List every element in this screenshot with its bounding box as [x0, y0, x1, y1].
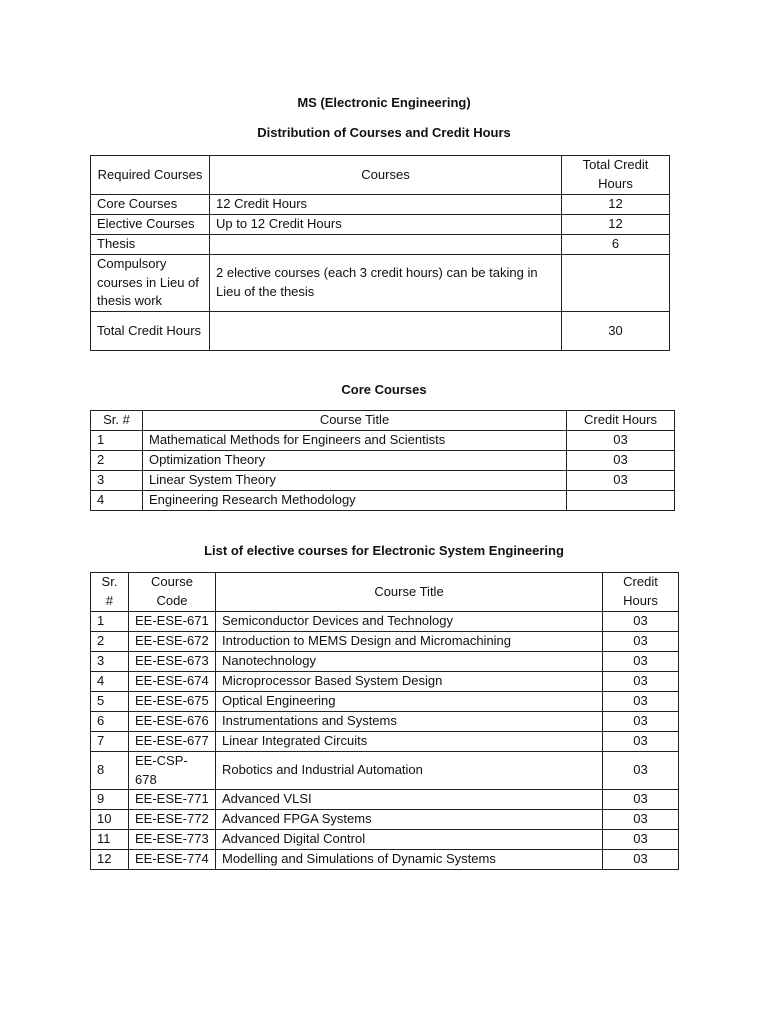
- course-code-cell: EE-ESE-675: [129, 692, 216, 712]
- course-title-cell: Nanotechnology: [216, 652, 603, 672]
- course-code-cell: EE-ESE-771: [129, 790, 216, 810]
- required-cell: Core Courses: [91, 195, 210, 215]
- credit-hours-cell: 03: [603, 612, 679, 632]
- header-course-title: Course Title: [216, 573, 603, 612]
- credit-hours-cell: 03: [603, 672, 679, 692]
- sr-cell: 4: [91, 672, 129, 692]
- program-title: MS (Electronic Engineering): [297, 95, 471, 110]
- table-row: [91, 672, 679, 692]
- header-credit-hours: Credit Hours: [603, 573, 679, 612]
- table-row: [91, 471, 675, 491]
- course-title-cell: Linear System Theory: [143, 471, 567, 491]
- course-code-cell: EE-ESE-676: [129, 712, 216, 732]
- course-title-cell: Linear Integrated Circuits: [216, 732, 603, 752]
- course-title-cell: Engineering Research Methodology: [143, 491, 567, 511]
- table-row: [91, 850, 679, 870]
- sr-cell: 8: [91, 752, 129, 790]
- total-cell: 12: [562, 195, 670, 215]
- table-row: [91, 752, 679, 790]
- table-row: [91, 692, 679, 712]
- credit-hours-cell: 03: [603, 692, 679, 712]
- header-sr: Sr. #: [91, 411, 143, 431]
- header-courses: Courses: [210, 156, 562, 195]
- core-header-row: [91, 411, 675, 431]
- courses-cell: 12 Credit Hours: [210, 195, 562, 215]
- header-credit-hours: Credit Hours: [567, 411, 675, 431]
- sr-cell: 9: [91, 790, 129, 810]
- credit-hours-cell: 03: [603, 712, 679, 732]
- table-row: [91, 810, 679, 830]
- course-title-cell: Advanced VLSI: [216, 790, 603, 810]
- required-cell: Total Credit Hours: [91, 312, 210, 351]
- course-title-cell: Advanced FPGA Systems: [216, 810, 603, 830]
- distribution-row: [91, 312, 670, 351]
- credit-hours-cell: [567, 491, 675, 511]
- course-code-cell: EE-ESE-673: [129, 652, 216, 672]
- courses-cell: [210, 235, 562, 255]
- header-sr: Sr. #: [91, 573, 129, 612]
- course-code-cell: EE-ESE-677: [129, 732, 216, 752]
- course-title-cell: Optical Engineering: [216, 692, 603, 712]
- required-cell: Compulsory courses in Lieu of thesis work: [91, 255, 210, 312]
- elective-courses-table: [90, 572, 679, 870]
- required-cell: Elective Courses: [91, 215, 210, 235]
- sr-cell: 3: [91, 652, 129, 672]
- course-title-cell: Robotics and Industrial Automation: [216, 752, 603, 790]
- total-cell: 12: [562, 215, 670, 235]
- sr-cell: 4: [91, 491, 143, 511]
- sr-cell: 5: [91, 692, 129, 712]
- total-cell: 30: [562, 312, 670, 351]
- table-row: [91, 652, 679, 672]
- distribution-title: Distribution of Courses and Credit Hours: [257, 125, 511, 140]
- course-code-cell: EE-ESE-671: [129, 612, 216, 632]
- header-total-credit-hours: Total Credit Hours: [562, 156, 670, 195]
- credit-hours-cell: 03: [603, 732, 679, 752]
- table-row: [91, 491, 675, 511]
- course-code-cell: EE-CSP-678: [129, 752, 216, 790]
- distribution-table: [90, 155, 670, 351]
- credit-hours-cell: 03: [603, 652, 679, 672]
- courses-cell: 2 elective courses (each 3 credit hours) can be taking in Lieu of the thesis: [210, 255, 562, 312]
- course-code-cell: EE-ESE-772: [129, 810, 216, 830]
- distribution-header-row: [91, 156, 670, 195]
- course-title-cell: Semiconductor Devices and Technology: [216, 612, 603, 632]
- sr-cell: 1: [91, 612, 129, 632]
- credit-hours-cell: 03: [567, 471, 675, 491]
- header-course-code: Course Code: [129, 573, 216, 612]
- distribution-row: [91, 235, 670, 255]
- course-title-cell: Modelling and Simulations of Dynamic Systems: [216, 850, 603, 870]
- distribution-row: [91, 195, 670, 215]
- distribution-row: [91, 215, 670, 235]
- distribution-row: [91, 255, 670, 312]
- course-title-cell: Advanced Digital Control: [216, 830, 603, 850]
- credit-hours-cell: 03: [603, 810, 679, 830]
- credit-hours-cell: 03: [603, 752, 679, 790]
- courses-cell: Up to 12 Credit Hours: [210, 215, 562, 235]
- course-title-cell: Microprocessor Based System Design: [216, 672, 603, 692]
- core-courses-title: Core Courses: [341, 382, 427, 397]
- courses-cell: [210, 312, 562, 351]
- table-row: [91, 632, 679, 652]
- credit-hours-cell: 03: [603, 632, 679, 652]
- sr-cell: 2: [91, 632, 129, 652]
- course-title-cell: Instrumentations and Systems: [216, 712, 603, 732]
- total-cell: 6: [562, 235, 670, 255]
- course-title-cell: Introduction to MEMS Design and Micromachining: [216, 632, 603, 652]
- table-row: [91, 732, 679, 752]
- course-code-cell: EE-ESE-672: [129, 632, 216, 652]
- course-title-cell: Mathematical Methods for Engineers and Scientists: [143, 431, 567, 451]
- elective-header-row: [91, 573, 679, 612]
- credit-hours-cell: 03: [567, 431, 675, 451]
- sr-cell: 11: [91, 830, 129, 850]
- table-row: [91, 431, 675, 451]
- header-required-courses: Required Courses: [91, 156, 210, 195]
- elective-courses-title: List of elective courses for Electronic System Engineering: [204, 543, 564, 558]
- core-courses-table: [90, 410, 675, 511]
- total-cell: [562, 255, 670, 312]
- sr-cell: 2: [91, 451, 143, 471]
- credit-hours-cell: 03: [603, 790, 679, 810]
- sr-cell: 6: [91, 712, 129, 732]
- course-code-cell: EE-ESE-674: [129, 672, 216, 692]
- table-row: [91, 830, 679, 850]
- sr-cell: 3: [91, 471, 143, 491]
- table-row: [91, 612, 679, 632]
- course-code-cell: EE-ESE-774: [129, 850, 216, 870]
- course-title-cell: Optimization Theory: [143, 451, 567, 471]
- sr-cell: 1: [91, 431, 143, 451]
- required-cell: Thesis: [91, 235, 210, 255]
- table-row: [91, 790, 679, 810]
- header-course-title: Course Title: [143, 411, 567, 431]
- course-code-cell: EE-ESE-773: [129, 830, 216, 850]
- sr-cell: 10: [91, 810, 129, 830]
- credit-hours-cell: 03: [567, 451, 675, 471]
- sr-cell: 7: [91, 732, 129, 752]
- credit-hours-cell: 03: [603, 850, 679, 870]
- sr-cell: 12: [91, 850, 129, 870]
- table-row: [91, 712, 679, 732]
- credit-hours-cell: 03: [603, 830, 679, 850]
- table-row: [91, 451, 675, 471]
